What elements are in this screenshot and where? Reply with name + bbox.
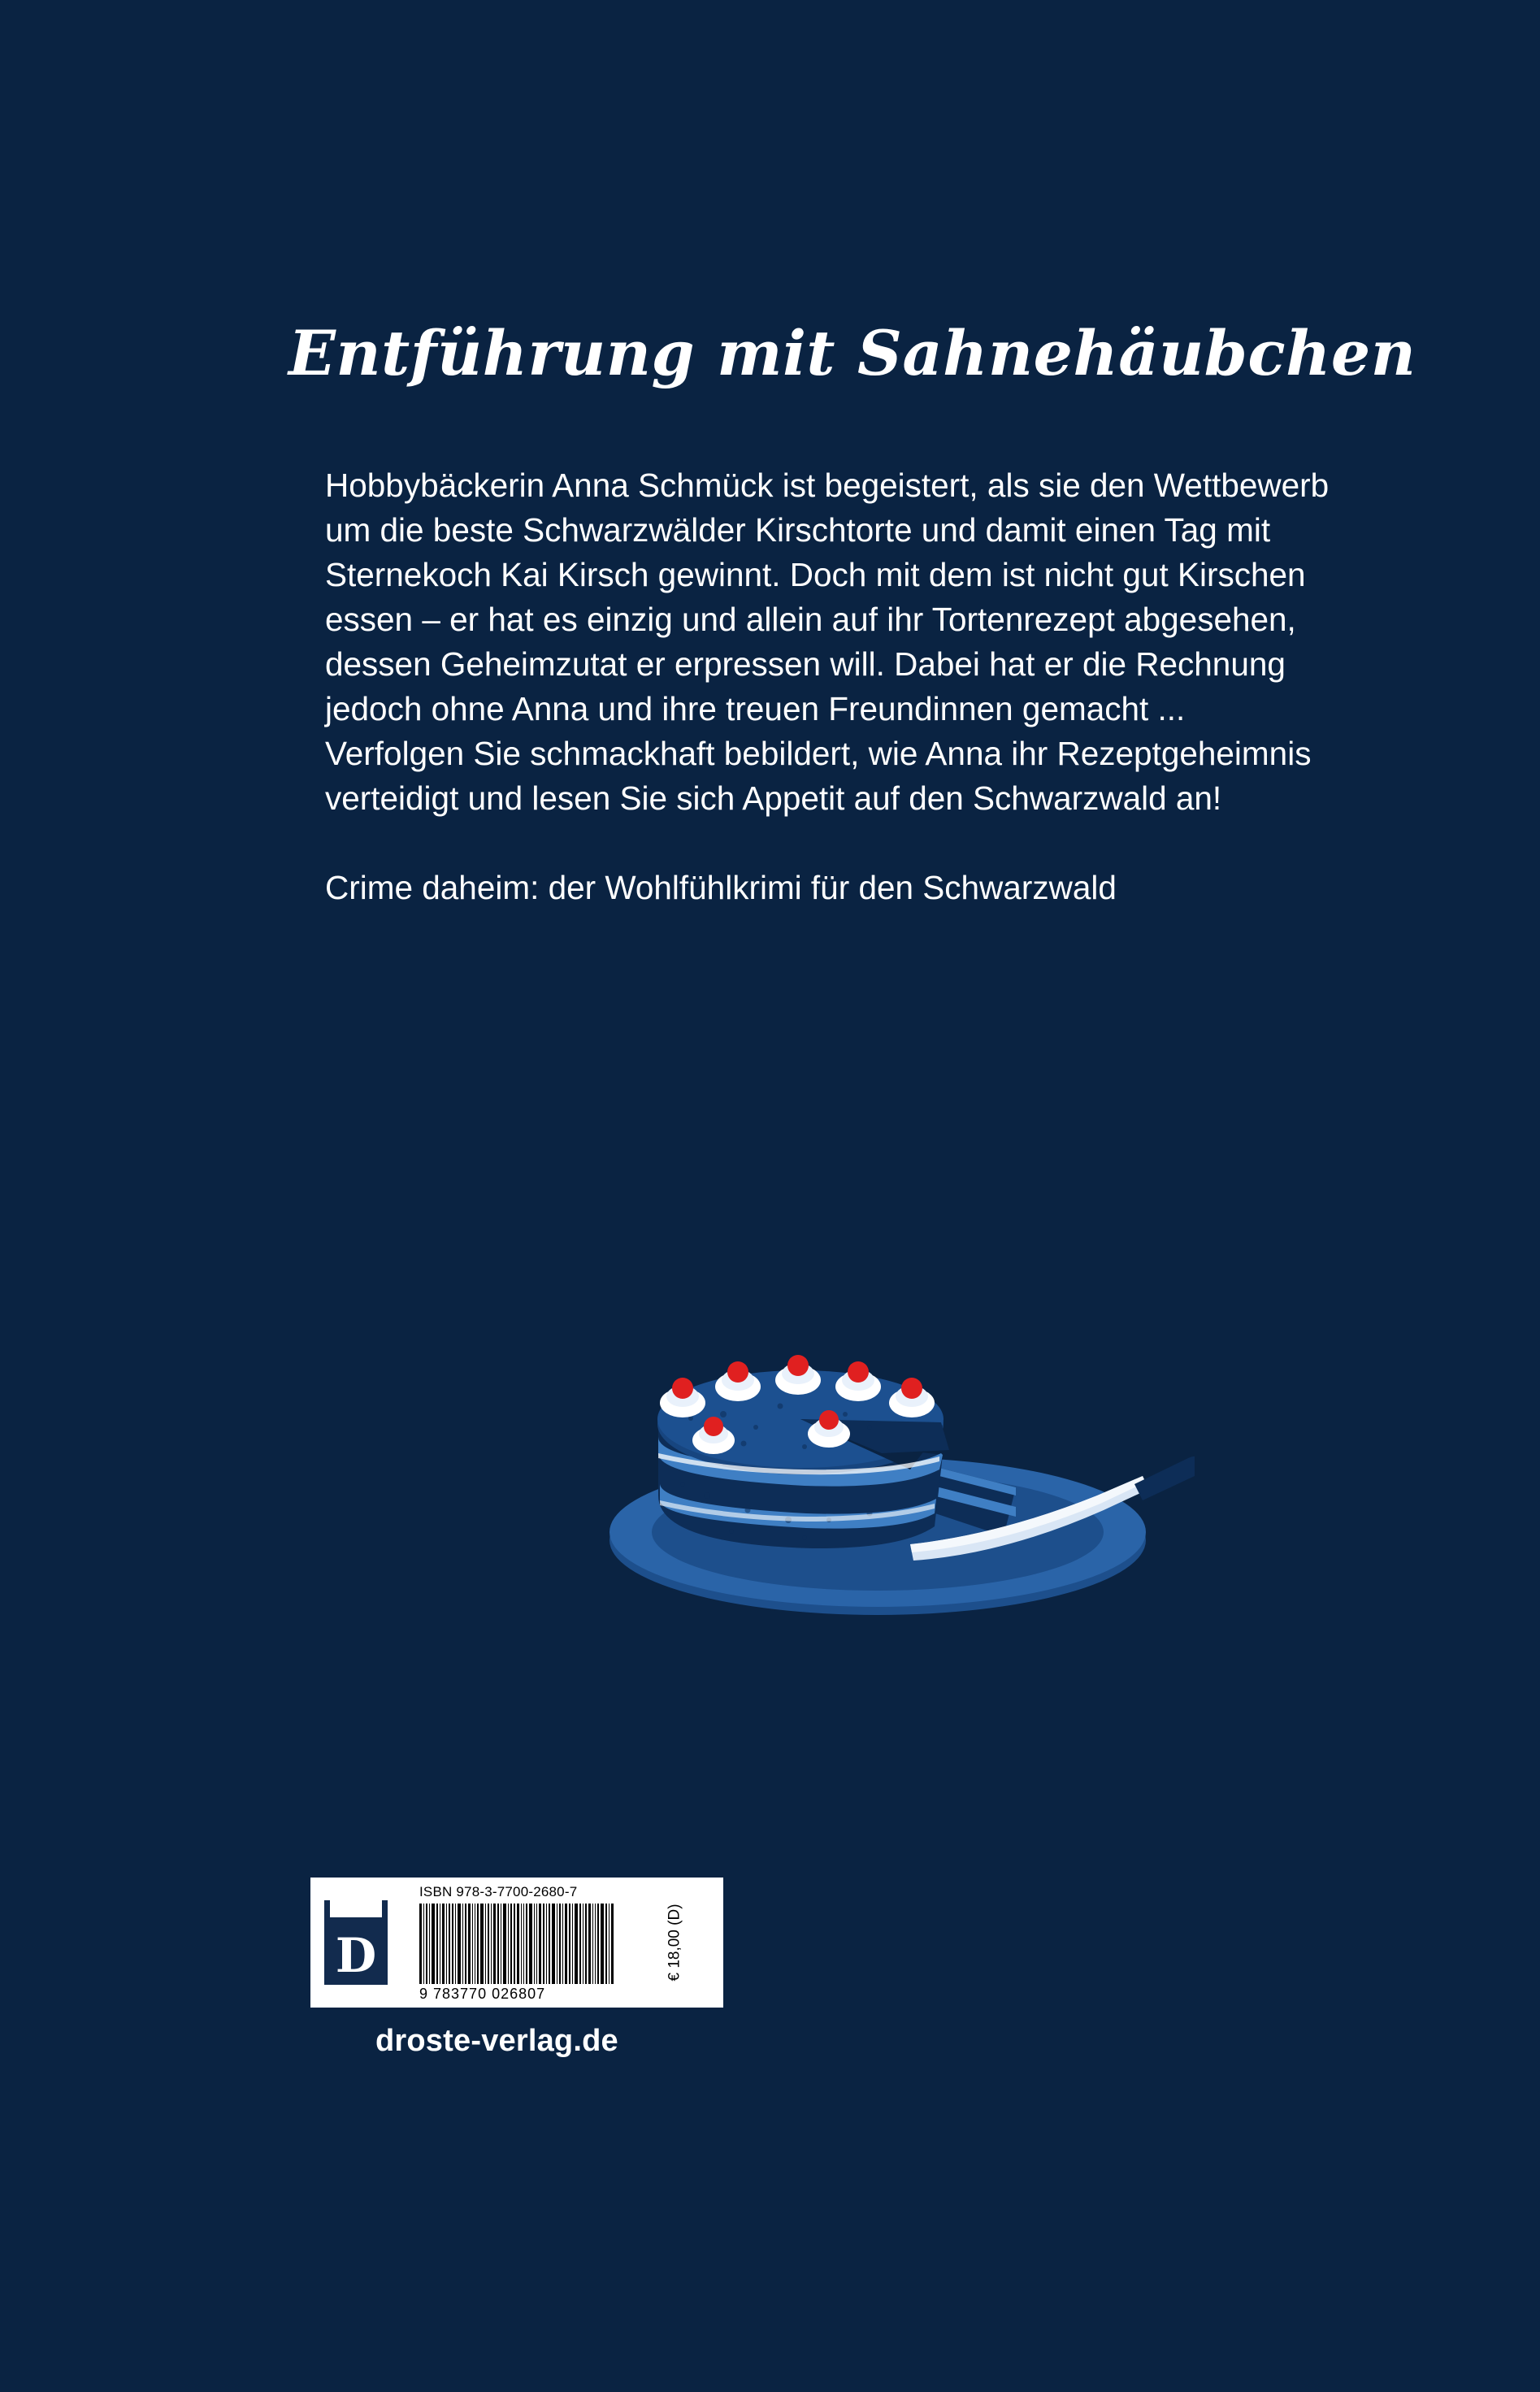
blurb-text xyxy=(325,463,1373,910)
blurb-paragraph-2: Verfolgen Sie schmackhaft bebildert, wie Anna ihr Rezeptgeheimnis verteidigt und lesen Sie sich Appetit auf den Schwarzwald an! xyxy=(325,735,1312,817)
blurb-paragraph-1: Hobbybäckerin Anna Schmück ist begeistert, als sie den Wettbewerb um die beste Schwarzwälder Kirschtorte und damit einen Tag mit Sternekoch Kai Kirsch gewinnt. Doch mit dem ist nicht gut Kirschen essen – er hat es einzig und allein auf ihr Tortenrezept abgesehen, dessen Geheimzutat er erpressen will. Dabei hat er die Rechnung jedoch ohne Anna und ihre treuen Freundinnen gemacht ... xyxy=(325,467,1330,727)
barcode-area xyxy=(401,1878,723,2008)
ean-digits: 9 783770 026807 xyxy=(419,1986,546,2002)
price-label: € 18,00 (D) xyxy=(666,1904,683,1982)
ean-bars xyxy=(419,1904,671,1984)
isbn-label: ISBN 978-3-7700-2680-7 xyxy=(419,1884,578,1899)
publisher-logo xyxy=(310,1878,401,2008)
page-title: Entführung mit Sahnehäubchen xyxy=(288,317,1416,389)
black-forest-cake-illustration xyxy=(561,1252,1195,1642)
blurb-paragraph-3: Crime daheim: der Wohlfühlkrimi für den Schwarzwald xyxy=(325,869,1117,906)
barcode-block xyxy=(310,1878,723,2008)
publisher-website[interactable]: droste-verlag.de xyxy=(375,2024,618,2058)
publisher-letter: D xyxy=(324,1900,388,1985)
